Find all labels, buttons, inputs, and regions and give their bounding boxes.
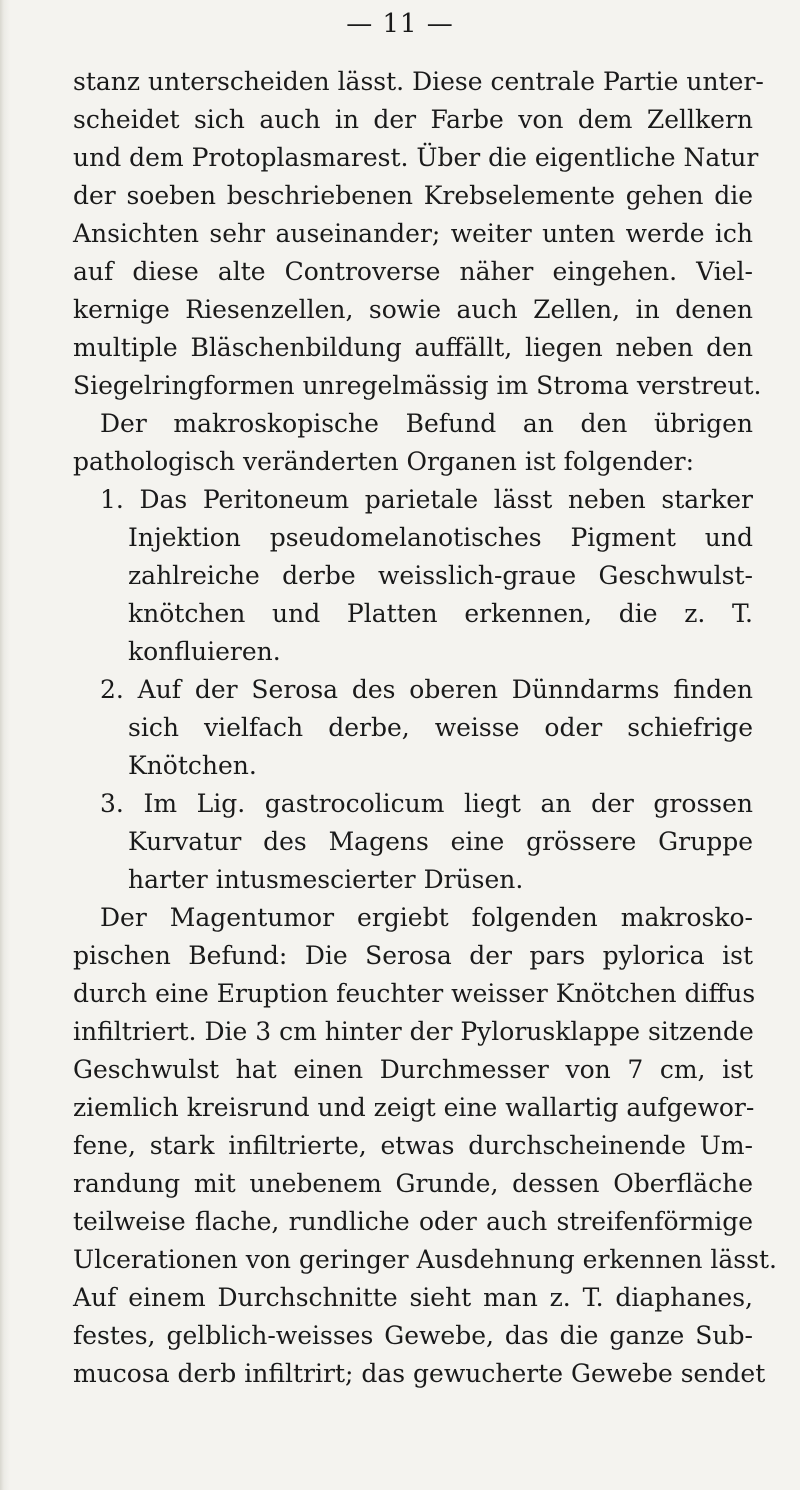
text-line: Der makroskopische Befund an den übrigen [100,409,753,438]
text-line: festes, gelblich-weisses Gewebe, das die ganze Sub- [73,1321,753,1350]
text-line: Siegelringformen unregelmässig im Stroma verstreut. [73,371,762,400]
page-number: — 11 — [346,9,454,39]
text-line: Ansichten sehr auseinander; weiter unten werde ich [73,219,753,248]
text-line: Der Magentumor ergiebt folgenden makrosko- [100,903,753,932]
text-line: pathologisch veränderten Organen ist folgender: [73,447,695,476]
text-line: Injektion pseudomelanotisches Pigment und [128,523,753,552]
text-line: harter intusmescierter Drüsen. [128,865,524,894]
text-line: pischen Befund: Die Serosa der pars pylorica ist [73,941,753,970]
text-line: auf diese alte Controverse näher eingehen. Viel- [73,257,753,286]
text-line: teilweise flache, rundliche oder auch streifenförmige [73,1207,753,1236]
text-line: randung mit unebenem Grunde, dessen Oberfläche [73,1169,753,1198]
text-line: infiltriert. Die 3 cm hinter der Pylorusklappe sitzende [73,1017,754,1046]
text-line: durch eine Eruption feuchter weisser Knötchen diffus [73,979,756,1008]
text-line: multiple Bläschenbildung auffällt, liegen neben den [73,333,753,362]
text-line: Ulcerationen von geringer Ausdehnung erkennen lässt. [73,1245,777,1274]
text-line: Kurvatur des Magens eine grössere Gruppe [128,827,753,856]
text-line: mucosa derb infiltrirt; das gewucherte Gewebe sendet [73,1359,766,1388]
text-line: kernige Riesenzellen, sowie auch Zellen, in denen [73,295,753,324]
text-line: sich vielfach derbe, weisse oder schiefrige [128,713,753,742]
text-line: der soeben beschriebenen Krebselemente gehen die [73,181,753,210]
body-text [73,63,777,1393]
text-line: knötchen und Platten erkennen, die z. T. [128,599,753,628]
text-line: scheidet sich auch in der Farbe von dem Zellkern [73,105,753,134]
list-item-2: 2. Auf der Serosa des oberen Dünndarms finden [100,675,753,704]
text-line: und dem Protoplasmarest. Über die eigentliche Natur [73,143,759,172]
text-line: konfluieren. [128,637,281,666]
text-line: fene, stark infiltrierte, etwas durchscheinende Um- [73,1131,753,1160]
page-binding-shadow [0,0,10,1490]
text-line: Geschwulst hat einen Durchmesser von 7 cm, ist [73,1055,753,1084]
text-line: stanz unterscheiden lässt. Diese centrale Partie unter- [73,67,764,96]
text-line: Knötchen. [128,751,257,780]
text-line: Auf einem Durchschnitte sieht man z. T. diaphanes, [73,1283,753,1312]
text-line: ziemlich kreisrund und zeigt eine wallartig aufgewor- [73,1093,755,1122]
text-line: zahlreiche derbe weisslich-graue Geschwulst- [128,561,753,590]
list-item-1: 1. Das Peritoneum parietale lässt neben starker [100,485,753,514]
list-item-3: 3. Im Lig. gastrocolicum liegt an der grossen [100,789,753,818]
